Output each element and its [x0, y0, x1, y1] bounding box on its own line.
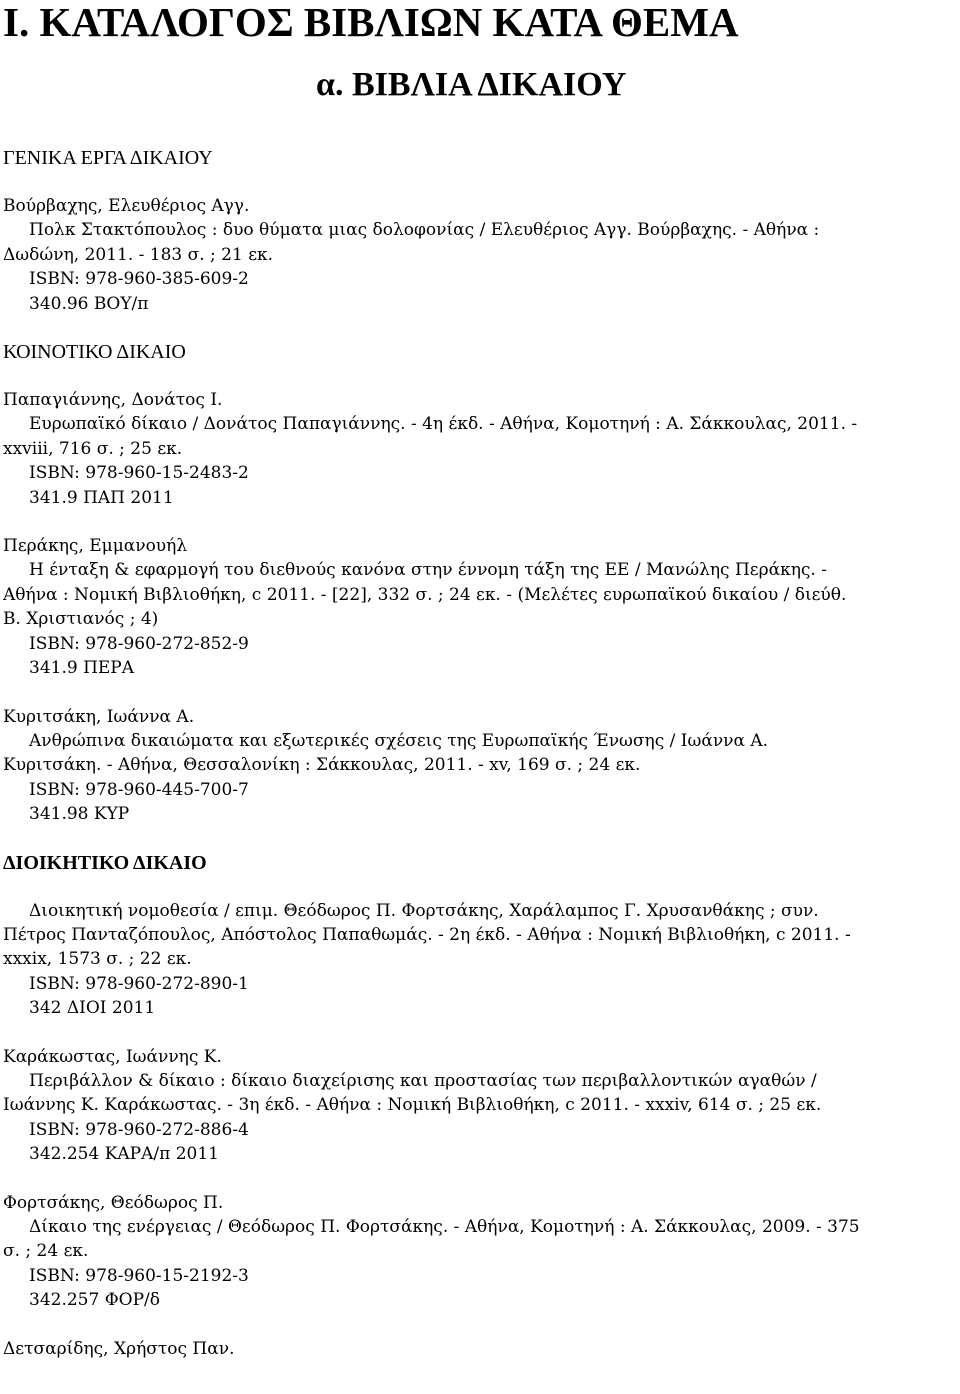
catalog-entry [3, 534, 958, 680]
entry-call-number: 342.254 ΚΑΡΑ/π 2011 [29, 1144, 219, 1165]
entry-call-number: 341.9 ΠΑΠ 2011 [29, 487, 174, 508]
catalog-entry [3, 1045, 958, 1167]
entry-call-number: 341.98 ΚΥΡ [29, 804, 130, 825]
entry-description-cont: Ιωάννης Κ. Καράκωστας. - 3η έκδ. - Αθήνα : Νομική Βιβλιοθήκη, c 2011. - xxxiv, 614 σ. ; 25 εκ. [3, 1095, 822, 1116]
entry-description-cont: xxxix, 1573 σ. ; 22 εκ. [3, 949, 192, 970]
entry-description: Η ένταξη & εφαρμογή του διεθνούς κανόνα στην έννομη τάξη της ΕΕ / Μανώλης Περάκης. - [29, 560, 827, 581]
catalog-entry [3, 388, 958, 510]
entry-description-cont: σ. ; 24 εκ. [3, 1241, 89, 1262]
catalog-entry [3, 194, 958, 316]
catalog-content [3, 146, 958, 1385]
entry-call-number: 341.9 ΠΕΡΑ [29, 658, 135, 679]
entry-author: Κυριτσάκη, Ιωάννα Α. [3, 706, 195, 727]
catalog-entry [3, 899, 958, 1021]
section-heading-eu: ΚΟΙΝΟΤΙΚΟ ΔΙΚΑΙΟ [3, 341, 186, 364]
entry-author: Καράκωστας, Ιωάννης Κ. [3, 1046, 222, 1067]
entry-description-cont: Δωδώνη, 2011. - 183 σ. ; 21 εκ. [3, 244, 274, 265]
document-page [3, 0, 958, 1394]
entry-author: Περάκης, Εμμανουήλ [3, 536, 188, 557]
entry-isbn: ISBN: 978-960-272-890-1 [29, 973, 249, 994]
section-heading-general: ΓΕΝΙΚΑ ΕΡΓΑ ΔΙΚΑΙΟΥ [3, 147, 213, 169]
entry-author: Δετσαρίδης, Χρήστος Παν. [3, 1338, 235, 1359]
entry-call-number: 342.257 ΦΟΡ/δ [29, 1290, 160, 1311]
catalog-entry [3, 1191, 958, 1313]
entry-description-cont: xxviii, 716 σ. ; 25 εκ. [3, 438, 183, 459]
document-title: Ι. ΚΑΤΑΛΟΓΟΣ ΒΙΒΛΙΩΝ ΚΑΤΑ ΘΕΜΑ [3, 0, 739, 45]
entry-call-number: 342 ΔΙΟΙ 2011 [29, 998, 156, 1019]
entry-isbn: ISBN: 978-960-385-609-2 [29, 269, 249, 290]
entry-description-cont: Β. Χριστιανός ; 4) [3, 609, 159, 630]
catalog-entry [3, 705, 958, 827]
entry-description-cont: Πέτρος Πανταζόπουλος, Απόστολος Παπαθωμάς. - 2η έκδ. - Αθήνα : Νομική Βιβλιοθήκη, c 2011. - [3, 924, 851, 945]
entry-isbn: ISBN: 978-960-15-2483-2 [29, 463, 249, 484]
entry-description: Πολκ Στακτόπουλος : δυο θύματα μιας δολοφονίας / Ελευθέριος Αγγ. Βούρβαχης. - Αθήνα : [29, 220, 820, 241]
document-subtitle: α. ΒΙΒΛΙΑ ΔΙΚΑΙΟΥ [316, 66, 627, 103]
entry-description: Περιβάλλον & δίκαιο : δίκαιο διαχείρισης και προστασίας των περιβαλλοντικών αγαθών / [29, 1070, 817, 1091]
entry-author: Βούρβαχης, Ελευθέριος Αγγ. [3, 196, 250, 216]
entry-author: Παπαγιάννης, Δονάτος Ι. [3, 390, 223, 411]
entry-isbn: ISBN: 978-960-272-886-4 [29, 1119, 249, 1140]
catalog-entry [3, 1337, 958, 1361]
entry-description: Ευρωπαϊκό δίκαιο / Δονάτος Παπαγιάννης. - 4η έκδ. - Αθήνα, Κομοτηνή : Α. Σάκκουλας, 2011. - [29, 414, 858, 435]
entry-author: Φορτσάκης, Θεόδωρος Π. [3, 1192, 224, 1213]
section-heading-admin: ΔΙΟΙΚΗΤΙΚΟ ΔΙΚΑΙΟ [3, 851, 207, 874]
entry-description-cont: Κυριτσάκη. - Αθήνα, Θεσσαλονίκη : Σάκκουλας, 2011. - xv, 169 σ. ; 24 εκ. [3, 755, 641, 776]
entry-isbn: ISBN: 978-960-445-700-7 [29, 779, 249, 800]
entry-description: Ανθρώπινα δικαιώματα και εξωτερικές σχέσεις της Ευρωπαϊκής Ένωσης / Ιωάννα Α. [29, 730, 769, 751]
entry-call-number: 340.96 ΒΟΥ/π [29, 293, 149, 314]
entry-description-cont: Αθήνα : Νομική Βιβλιοθήκη, c 2011. - [22], 332 σ. ; 24 εκ. - (Μελέτες ευρωπαϊκού δικαίου / διεύθ. [3, 584, 847, 605]
entry-description: Δίκαιο της ενέργειας / Θεόδωρος Π. Φορτσάκης. - Αθήνα, Κομοτηνή : Α. Σάκκουλας, 2009. - 375 [29, 1217, 860, 1237]
entry-description: Διοικητική νομοθεσία / επιμ. Θεόδωρος Π. Φορτσάκης, Χαράλαμπος Γ. Χρυσανθάκης ; συν. [29, 900, 819, 921]
entry-isbn: ISBN: 978-960-272-852-9 [29, 633, 249, 654]
entry-isbn: ISBN: 978-960-15-2192-3 [29, 1265, 249, 1286]
